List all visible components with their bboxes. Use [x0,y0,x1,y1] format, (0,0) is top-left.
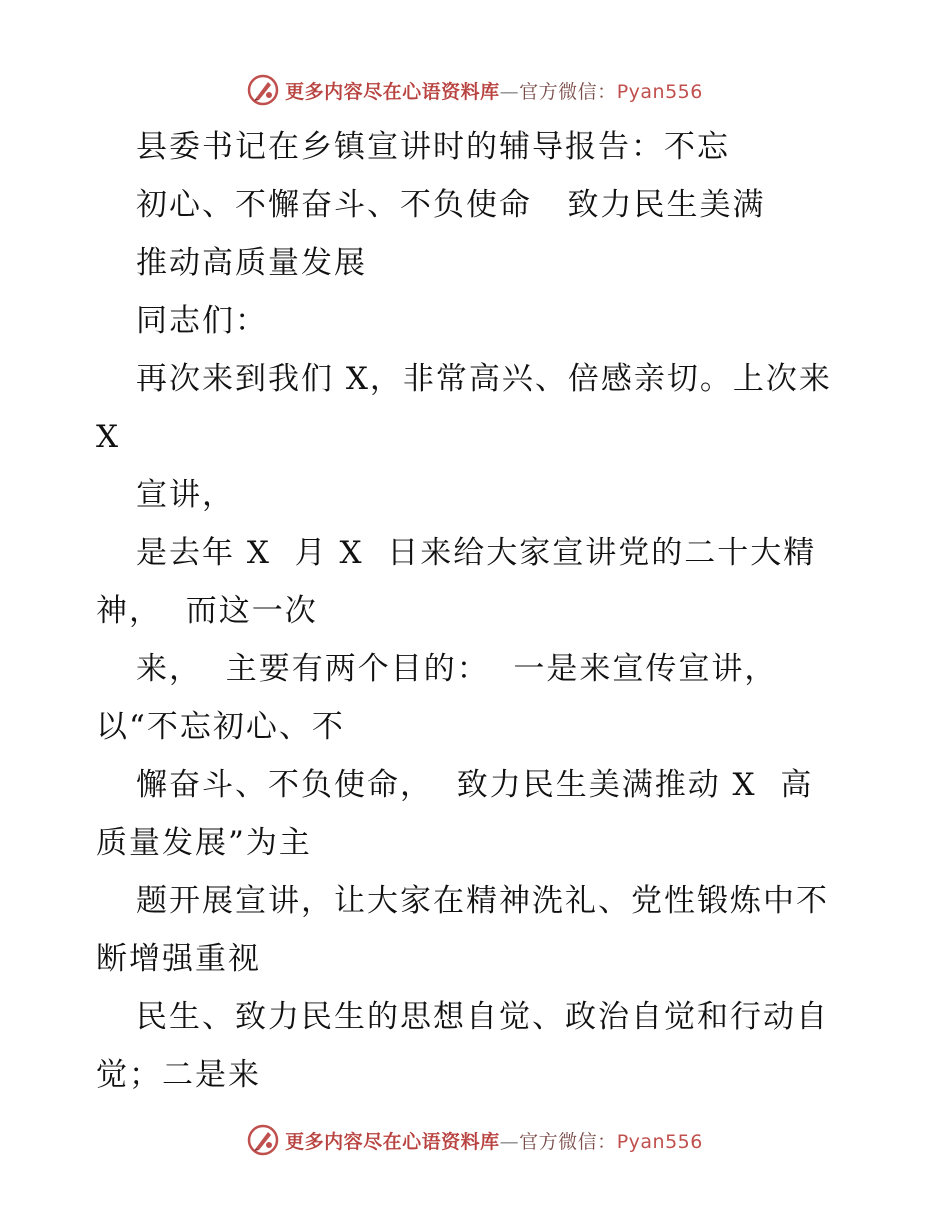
wechat-label: 官方微信： [519,1130,617,1153]
site-name: 更多内容尽在心语资料库 [285,1130,500,1153]
document-line: 神， 而这一次 [96,593,318,629]
quill-pen-circle-icon [247,1124,279,1156]
document-line: 初心、不懈奋斗、不负使命 致力民生美满 [136,187,766,223]
document-line: X [96,419,121,455]
banner-separator: — [499,80,520,103]
footer-watermark-banner [0,1120,950,1160]
banner-separator: — [499,1130,520,1153]
wechat-label: 官方微信： [519,80,617,103]
quill-pen-circle-icon [247,74,279,106]
header-watermark-banner [0,70,950,110]
document-line: 再次来到我们 X，非常高兴、倍感亲切。上次来 [136,361,832,397]
document-line: 觉；二是来 [96,1057,261,1093]
site-name: 更多内容尽在心语资料库 [285,80,500,103]
document-line: 推动高质量发展 [136,245,367,281]
wechat-id: Pyan556 [616,1130,703,1153]
document-line: 是去年 X 月 X 日来给大家宣讲党的二十大精 [136,535,817,571]
document-line: 民生、致力民生的思想自觉、政治自觉和行动自 [136,999,829,1035]
document-line: 同志们： [136,303,268,339]
document-line: 宣讲， [136,477,235,513]
wechat-id: Pyan556 [616,80,703,103]
document-line: 断增强重视 [96,941,261,977]
document-line: 以“不忘初心、不 [96,709,345,745]
document-line: 来， 主要有两个目的： 一是来宣传宣讲， [136,651,778,687]
document-line: 懈奋斗、不负使命， 致力民生美满推动 X 高 [136,767,814,803]
document-body [96,118,858,1104]
document-line: 质量发展”为主 [96,825,312,861]
document-line: 题开展宣讲，让大家在精神洗礼、党性锻炼中不 [136,883,829,919]
document-line: 县委书记在乡镇宣讲时的辅导报告：不忘 [136,129,730,165]
